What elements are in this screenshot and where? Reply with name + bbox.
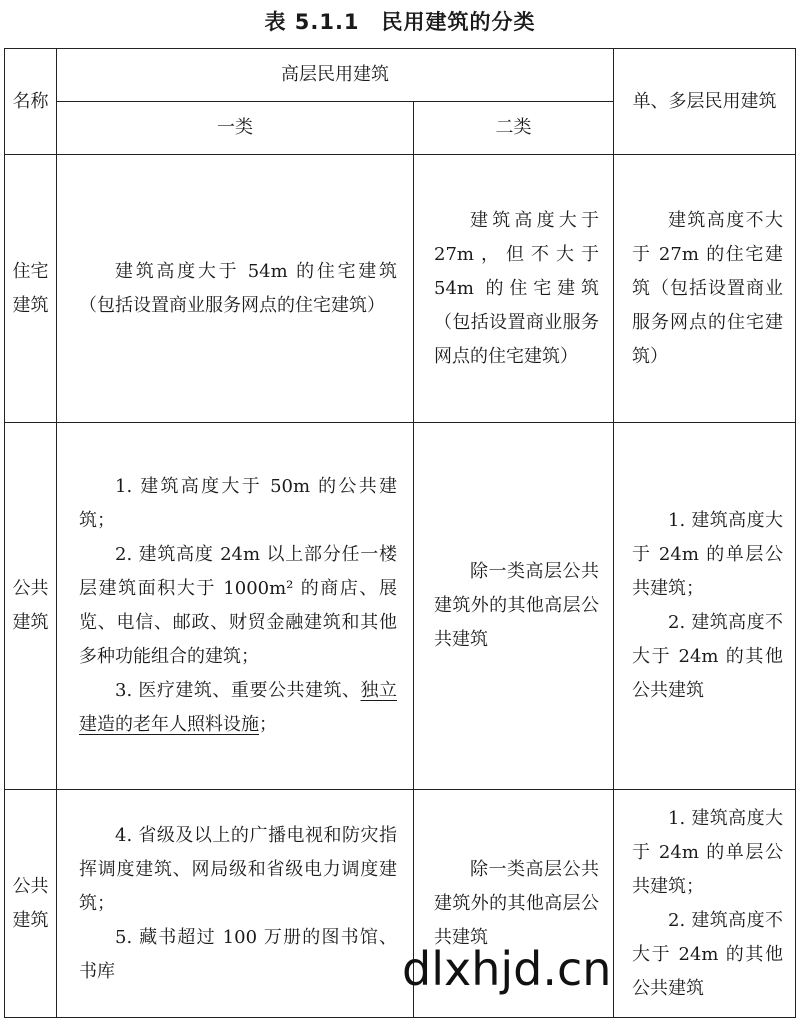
row-name-public-continued <box>5 790 57 1018</box>
list-item: 1. 建筑高度大于 24m 的单层公共建筑； <box>632 510 783 599</box>
public2-single-multi <box>614 790 796 1018</box>
table-title-text: 民用建筑的分类 <box>381 10 536 34</box>
table-title <box>0 6 800 36</box>
list-item: 2. 建筑高度不大于 24m 的其他公共建筑 <box>632 612 783 701</box>
list-item <box>79 674 397 742</box>
residential-single-multi-text: 建筑高度不大于 27m 的住宅建筑（包括设置商业服务网点的住宅建筑） <box>632 209 783 367</box>
list-item-end: ； <box>259 714 277 735</box>
classification-table <box>4 48 796 1018</box>
table-row <box>5 790 796 1018</box>
header-class-two: 二类 <box>414 102 614 155</box>
residential-single-multi <box>614 155 796 423</box>
row-name-line: 建筑 <box>12 909 49 931</box>
residential-class-two <box>414 155 614 423</box>
public-single-multi <box>614 423 796 790</box>
public-class-two <box>414 423 614 790</box>
list-item: 1. 建筑高度大于 50m 的公共建筑； <box>79 476 397 531</box>
public-class-two-text: 除一类高层公共建筑外的其他高层公共建筑 <box>434 561 599 650</box>
watermark: dlxhjd.cn <box>402 942 612 996</box>
list-item: 1. 建筑高度大于 24m 的单层公共建筑； <box>632 807 783 897</box>
list-item-text: 3. 医疗建筑、重要公共建筑、 <box>115 680 361 701</box>
header-name: 名称 <box>5 49 57 155</box>
row-name-line: 公共 <box>12 578 49 599</box>
residential-class-one <box>57 155 414 423</box>
underlined-text: 独立建造的老年人照料设施 <box>79 680 397 735</box>
residential-class-one-text: 建筑高度大于 54m 的住宅建筑（包括设置商业服务网点的住宅建筑） <box>79 260 397 316</box>
row-name-line: 建筑 <box>12 612 49 633</box>
public2-class-two-text: 除一类高层公共建筑外的其他高层公共建筑 <box>434 858 599 948</box>
row-name-line: 公共 <box>12 875 49 897</box>
header-single-multi: 单、多层民用建筑 <box>614 49 796 155</box>
public-class-one <box>57 423 414 790</box>
row-name-residential <box>5 155 57 423</box>
header-class-one: 一类 <box>57 102 414 155</box>
list-item: 4. 省级及以上的广播电视和防灾指挥调度建筑、网局级和省级电力调度建筑； <box>79 824 397 914</box>
public2-class-one <box>57 790 414 1018</box>
table-row <box>5 423 796 790</box>
list-item: 2. 建筑高度 24m 以上部分任一楼层建筑面积大于 1000m² 的商店、展览、电信、邮政、财贸金融建筑和其他多种功能组合的建筑； <box>79 544 397 667</box>
list-item: 2. 建筑高度不大于 24m 的其他公共建筑 <box>632 909 783 999</box>
residential-class-two-text: 建筑高度大于 27m，但不大于 54m 的住宅建筑（包括设置商业服务网点的住宅建筑） <box>434 209 599 367</box>
row-name-line: 住宅 <box>12 260 49 282</box>
header-high-rise: 高层民用建筑 <box>57 49 614 102</box>
table-row <box>5 155 796 423</box>
list-item: 5. 藏书超过 100 万册的图书馆、书库 <box>79 926 397 982</box>
table-number: 表 5.1.1 <box>264 10 360 34</box>
row-name-public <box>5 423 57 790</box>
row-name-line: 建筑 <box>12 294 49 316</box>
